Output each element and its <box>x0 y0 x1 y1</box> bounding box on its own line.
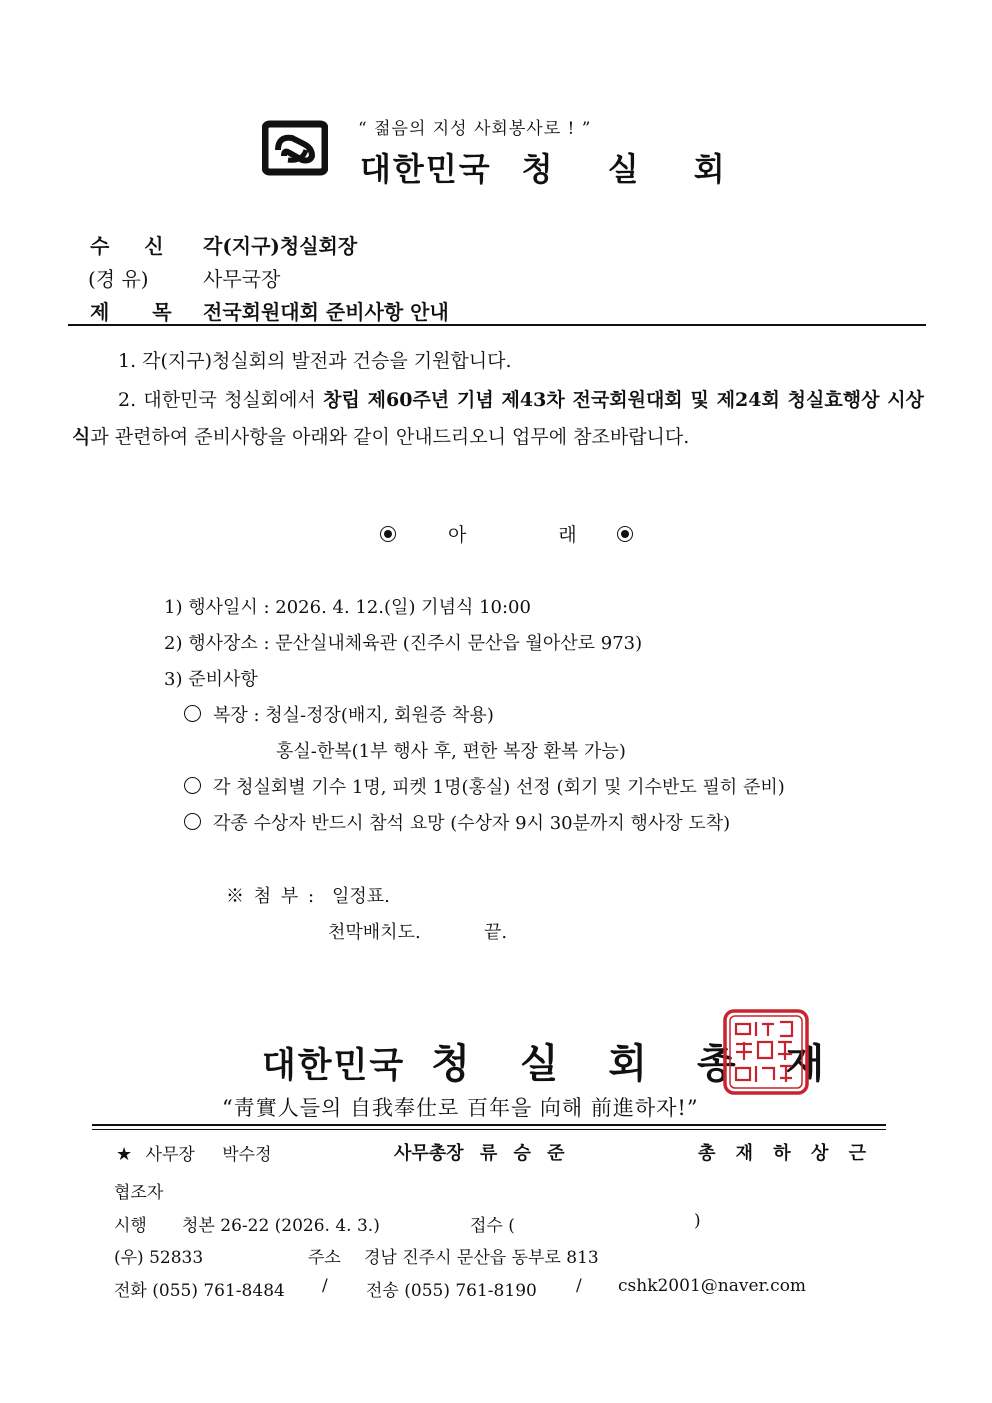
issuer-title-main: 청 실 회 총 재 <box>431 1040 843 1087</box>
paragraph-1: 1. 각(지구)청실회의 발전과 건승을 기원합니다. <box>118 350 512 372</box>
secretary-general: 사무총장 류 승 준 <box>394 1143 565 1164</box>
subject-value: 전국회원대회 준비사항 안내 <box>203 300 449 324</box>
attachment-2: 천막배치도. <box>328 922 421 943</box>
notice-heading <box>380 520 633 547</box>
circle-bullet-icon <box>184 813 201 830</box>
recipient-label: 수 신 <box>90 234 178 258</box>
separator: / <box>576 1276 582 1296</box>
prep-flag-bearer <box>184 773 785 799</box>
circle-bullet-icon <box>184 705 201 722</box>
cooperator-label: 협조자 <box>114 1183 164 1203</box>
issuer-title-prefix: 대한민국 <box>262 1045 406 1086</box>
staff-name: 박수정 <box>222 1145 272 1165</box>
footer-divider <box>92 1124 886 1130</box>
organization-name <box>360 144 747 190</box>
prep-flag-bearer-text: 각 청실회별 기수 1명, 피켓 1명(홍실) 선정 (회기 및 기수반도 필히 준비) <box>213 777 785 798</box>
prep-attire <box>184 701 494 727</box>
slogan: “ 젊음의 지성 사회봉사로 ! ” <box>358 119 592 139</box>
prep-attire-hongsil: 홍실-한복(1부 행사 후, 편한 복장 환복 가능) <box>276 741 626 762</box>
paragraph-2 <box>72 382 924 456</box>
bullseye-icon <box>380 526 396 542</box>
fax: 전송 (055) 761-8190 <box>366 1281 537 1301</box>
address-label: 주소 <box>308 1248 341 1268</box>
notice-heading-left: 아 <box>448 524 467 546</box>
staff-line <box>116 1140 272 1165</box>
email-link[interactable]: cshk2001@naver.com <box>618 1276 807 1296</box>
issue-number: 청본 26-22 (2026. 4. 3.) <box>182 1216 380 1236</box>
paragraph-2-event: 창립 제60주년 기념 제43차 전국회원대회 및 제24회 청실효행상 시상식 <box>72 389 924 448</box>
prep-attire-text: 복장 : 청실-정장(배지, 회원증 착용) <box>213 705 494 726</box>
address: 경남 진주시 문산읍 동부로 813 <box>364 1248 599 1268</box>
prep-awardees <box>184 809 730 835</box>
paragraph-2-intro: 2. 대한민국 청실회에서 <box>118 389 324 411</box>
event-venue-item: 2) 행사장소 : 문산실내체육관 (진주시 문산읍 월아산로 973) <box>164 633 643 654</box>
notice-heading-right: 래 <box>558 524 577 546</box>
postal-code: (우) 52833 <box>114 1248 204 1268</box>
organization-name-main: 청 실 회 <box>521 150 747 188</box>
attachment-label: ※ 첨 부 : <box>226 886 315 907</box>
official-seal <box>722 1008 810 1096</box>
bullseye-icon <box>617 526 633 542</box>
recipient-value: 각(지구)청실회장 <box>203 234 358 258</box>
phone: 전화 (055) 761-8484 <box>114 1281 285 1301</box>
subject-label: 제 목 <box>90 300 190 324</box>
organization-logo-icon <box>262 120 328 176</box>
star-icon: ★ <box>116 1144 133 1165</box>
via-value: 사무국장 <box>203 267 281 291</box>
header-divider <box>68 324 926 326</box>
issue-label: 시행 <box>114 1216 147 1236</box>
receipt-label: 접수 ( <box>470 1216 515 1236</box>
motto: “靑實人들의 自我奉仕로 百年을 向해 前進하자!” <box>222 1096 699 1120</box>
prep-awardees-text: 각종 수상자 반드시 참석 요망 (수상자 9시 30분까지 행사장 도착) <box>213 813 731 834</box>
separator: / <box>322 1276 328 1296</box>
attachment-1: 일정표. <box>332 886 390 907</box>
event-date-item: 1) 행사일시 : 2026. 4. 12.(일) 기념식 10:00 <box>164 597 531 618</box>
staff-role: 사무장 <box>145 1145 195 1165</box>
organization-name-prefix: 대한민국 <box>360 150 492 188</box>
receipt-close: ) <box>694 1211 701 1231</box>
paragraph-2-rest: 과 관련하여 준비사항을 아래와 같이 안내드리오니 업무에 참조바랍니다. <box>90 426 690 448</box>
via-label: (경 유) <box>88 267 149 291</box>
president: 총 재 하 상 근 <box>698 1143 867 1164</box>
circle-bullet-icon <box>184 777 201 794</box>
end-mark: 끝. <box>484 922 508 943</box>
preparation-item: 3) 준비사항 <box>164 669 258 690</box>
